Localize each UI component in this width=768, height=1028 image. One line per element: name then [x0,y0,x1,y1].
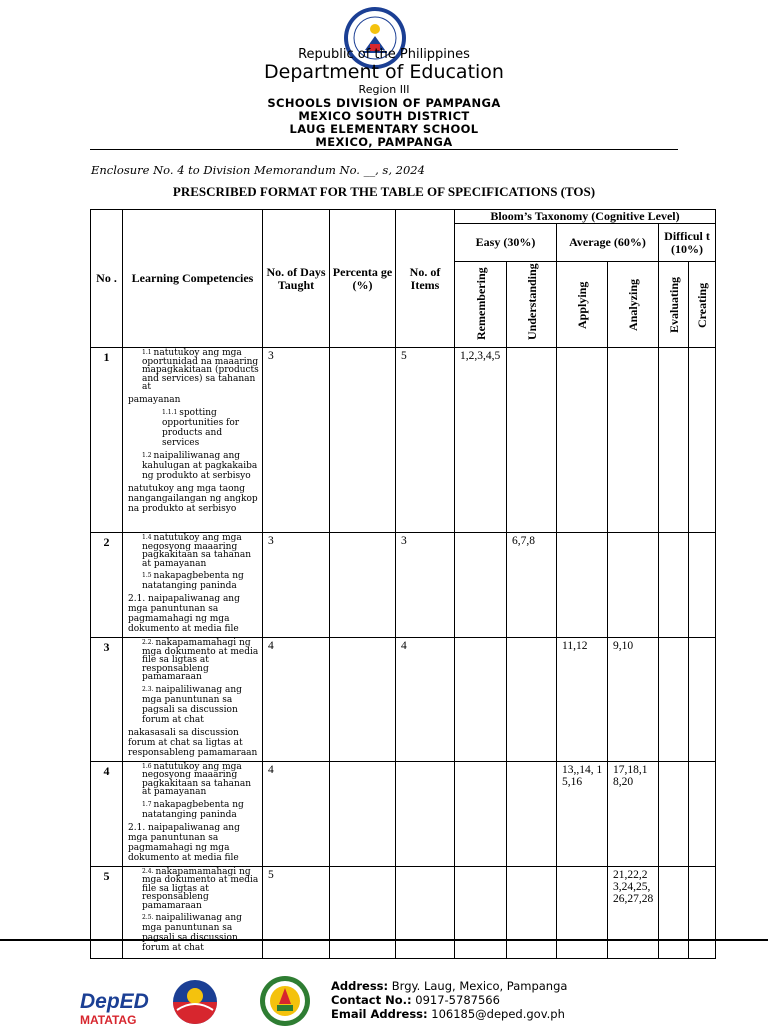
applying-cell: 13,,14, 15,16 [557,761,608,866]
competency-cell: $^{2.4.}$ nakapamamahagi ng mga dokumento at media file sa ligtas at responsableng pamamaraan $^{2.5.}$ naipaliliwanag ang mga panuntunan sa pagsali sa discussion forum at chat [123,866,263,958]
header-creating: Creating [695,281,709,328]
applying-cell: 11,12 [557,638,608,762]
contact-label: Contact No.: [331,993,412,1007]
understanding-cell [507,348,557,533]
evaluating-cell [659,761,689,866]
items-cell [396,866,455,958]
document-title: PRESCRIBED FORMAT FOR THE TABLE OF SPECIFICATIONS (TOS) [172,184,596,199]
creating-cell [689,348,716,533]
header-competencies: Learning Competencies [123,210,263,348]
applying-cell [557,866,608,958]
enclosure-note: Enclosure No. 4 to Division Memorandum No. __, s, 2024 [91,163,425,177]
row-number: 2 [91,533,123,638]
evaluating-cell [659,638,689,762]
days-cell: 5 [263,866,330,958]
competency-cell: $^{1.1}$ natutukoy ang mga oportunidad na maaaring mapagkakitaan (products and services) sa tahanan at pamayanan $^{1.1.1}$ spotting opportunities for products and services $^{1.2}$ naipaliliwanag ang kahulugan at pagkakaiba ng produkto at serbisyo natutukoy ang mga taong nangangailangan ng angkop na produkto at serbisyo [123,348,263,533]
applying-cell [557,348,608,533]
republic-heading: Republic of the Philippines [298,47,470,62]
percentage-cell [330,761,396,866]
creating-cell [689,638,716,762]
analyzing-cell: 9,10 [608,638,659,762]
percentage-cell [330,348,396,533]
address-value: Brgy. Laug, Mexico, Pampanga [391,979,568,993]
percentage-cell [330,533,396,638]
header-analyzing: Analyzing [626,278,640,331]
table-row [91,638,716,762]
percentage-cell [330,638,396,762]
remembering-cell [455,866,507,958]
competency-cell: $^{1.6}$ natutukoy ang mga negosyong maaaring pagkakitaan sa tahanan at pamayanan $^{1.7}$ nakapagbebenta ng natatanging paninda 2.1. naipapaliwanag ang mga panuntunan sa pagmamahagi ng mga dokumento at media file [123,761,263,866]
contact-block [331,979,567,1021]
analyzing-cell: 21,22,23,24,25,26,27,28 [608,866,659,958]
header-applying: Applying [575,280,589,329]
header-divider [90,149,678,150]
analyzing-cell [608,533,659,638]
evaluating-cell [659,533,689,638]
deped-matatag-logo [78,978,158,1028]
location-heading: MEXICO, PAMPANGA [315,135,453,149]
row-number: 5 [91,866,123,958]
days-cell: 3 [263,533,330,638]
table-row [91,533,716,638]
items-cell: 4 [396,638,455,762]
remembering-cell [455,761,507,866]
understanding-cell [507,638,557,762]
applying-cell [557,533,608,638]
footer-divider [0,939,768,941]
analyzing-cell: 17,18,18,20 [608,761,659,866]
header-remembering: Remembering [473,266,488,340]
items-cell [396,761,455,866]
row-number: 1 [91,348,123,533]
school-heading: LAUG ELEMENTARY SCHOOL [289,122,479,136]
percentage-cell [330,866,396,958]
creating-cell [689,761,716,866]
days-cell: 4 [263,761,330,866]
remembering-cell [455,638,507,762]
understanding-cell: 6,7,8 [507,533,557,638]
evaluating-cell [659,348,689,533]
table-row [91,348,716,533]
items-cell: 3 [396,533,455,638]
remembering-cell: 1,2,3,4,5 [455,348,507,533]
svg-text:DepED: DepED [80,990,149,1013]
district-heading: MEXICO SOUTH DISTRICT [298,109,470,123]
department-heading: Department of Education [264,61,504,83]
header-percentage: Percenta ge (%) [330,210,396,348]
contact-value: 0917-5787566 [415,993,500,1007]
email-label: Email Address: [331,1007,428,1021]
days-cell: 4 [263,638,330,762]
tos-table [90,209,716,959]
understanding-cell [507,761,557,866]
competency-cell: $^{2.2.}$ nakapamamahagi ng mga dokumento at media file sa ligtas at responsableng pamamaraan $^{2.3.}$ naipaliliwanag ang mga panuntunan sa pagsali sa discussion forum at chat nakasasali sa discussion forum at chat sa ligtas at responsableng pamamaraan [123,638,263,762]
header-easy: Easy (30%) [455,224,557,262]
svg-text:MATATAG: MATATAG [80,1013,137,1027]
header-difficult: Difficul t (10%) [659,224,716,262]
competency-cell: $^{1.4}$ natutukoy ang mga negosyong maaaring pagkakitaan sa tahanan at pamayanan $^{1.5}$ nakapagbebenta ng natatanging paninda 2.1. naipapaliwanag ang mga panuntunan sa pagmamahagi ng mga dokumento at media file [123,533,263,638]
address-label: Address: [331,979,389,993]
header-items: No. of Items [396,210,455,348]
remembering-cell [455,533,507,638]
items-cell: 5 [396,348,455,533]
header-evaluating: Evaluating [666,276,681,333]
creating-cell [689,866,716,958]
creating-cell [689,533,716,638]
table-row [91,761,716,866]
bagong-pilipinas-logo [165,976,225,1026]
understanding-cell [507,866,557,958]
header-days: No. of Days Taught [263,210,330,348]
school-seal-logo [258,974,312,1028]
region-heading: Region III [358,83,410,96]
division-heading: SCHOOLS DIVISION OF PAMPANGA [267,96,501,110]
analyzing-cell [608,348,659,533]
evaluating-cell [659,866,689,958]
header-no: No . [91,210,123,348]
table-row [91,866,716,958]
row-number: 3 [91,638,123,762]
header-average: Average (60%) [557,224,659,262]
header-understanding: Understanding [524,262,539,340]
header-bloom: Bloom’s Taxonomy (Cognitive Level) [455,210,716,224]
row-number: 4 [91,761,123,866]
days-cell: 3 [263,348,330,533]
email-value: 106185@deped.gov.ph [431,1007,565,1021]
